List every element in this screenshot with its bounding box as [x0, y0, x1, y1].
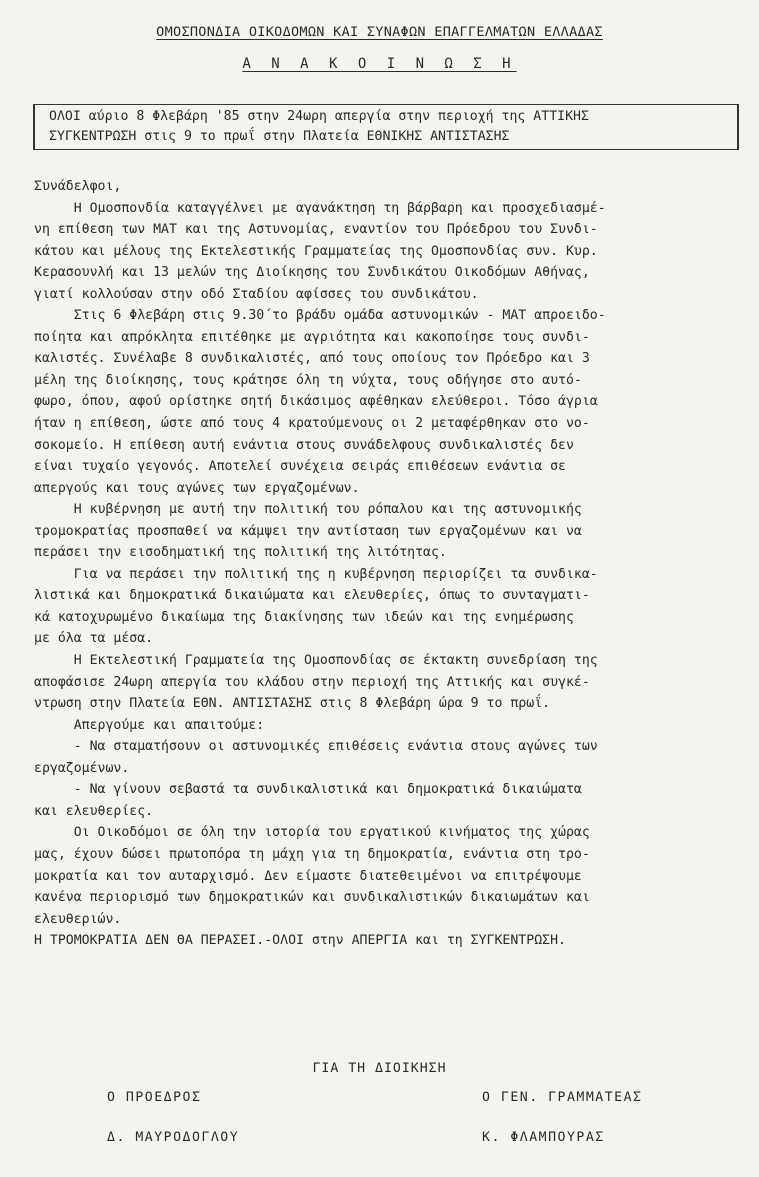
body-line: κά κατοχυρωμένο δικαίωμα της διακίνησης των ιδεών και της ενημέρωσης [34, 609, 574, 625]
body-line: τρομοκρατίας προσπαθεί να κάμψει την αντίσταση των εργαζομένων και να [34, 523, 582, 539]
body-line: ήταν η επίθεση, ώστε από τους 4 κρατούμενους οι 2 μεταφέρθηκαν στο νο- [34, 416, 590, 432]
body-line: είναι τυχαίο γεγονός. Αποτελεί συνέχεια σειράς επιθέσεων ενάντια σε [34, 459, 566, 475]
signature-heading: ΓΙΑ ΤΗ ΔΙΟΙΚΗΣΗ [312, 1061, 447, 1076]
notice-box [33, 104, 739, 150]
notice-line: ΣΥΓΚΕΝΤΡΩΣΗ στις 9 το πρωΐ στην Πλατεία ΕΘΝΙΚΗΣ ΑΝΤΙΣΤΑΣΗΣ [49, 129, 510, 144]
body-line: Η Ομοσπονδία καταγγέλνει με αγανάκτηση τη βάρβαρη και προσχεδιασμέ- [34, 200, 606, 216]
body-line: γιατί κολλούσαν στην οδό Σταδίου αφίσσες του συνδικάτου. [34, 286, 479, 302]
body-line: ελευθεριών. [34, 911, 122, 927]
announcement-body [34, 176, 740, 952]
notice-line: ΟΛΟΙ αύριο 8 Φλεβάρη '85 στην 24ωρη απεργία στην περιοχή της ΑΤΤΙΚΗΣ [49, 109, 589, 124]
body-line: καλιστές. Συνέλαβε 8 συνδικαλιστές, από τους οποίους τον Πρόεδρο και 3 [34, 351, 590, 367]
president-title: Ο ΠΡΟΕΔΡΟΣ [107, 1090, 202, 1105]
body-line: με όλα τα μέσα. [34, 631, 154, 647]
body-line: εργαζομένων. [34, 760, 130, 776]
president-name: Δ. ΜΑΥΡΟΔΟΓΛΟΥ [107, 1130, 240, 1145]
body-line: Οι Οικοδόμοι σε όλη την ιστορία του εργατικού κινήματος της χώρας [34, 825, 590, 841]
document-title [0, 56, 759, 72]
body-line: σοκομείο. Η επίθεση αυτή ενάντια στους συνάδελφους συνδικαλιστές δεν [34, 437, 574, 453]
body-line: Η κυβέρνηση με αυτή την πολιτική του ρόπαλου και της αστυνομικής [34, 502, 582, 518]
body-line: μας, έχουν δώσει πρωτοπόρα τη μάχη για τη δημοκρατία, ενάντια στη τρο- [34, 846, 590, 862]
body-line: νη επίθεση των ΜΑΤ και της Αστυνομίας, εναντίον του Πρόεδρου του Συνδι- [34, 222, 598, 238]
body-line: Συνάδελφοι, [34, 179, 122, 194]
body-line: Κερασουνλή και 13 μελών της Διοίκησης του Συνδικάτου Οικοδόμων Αθήνας, [34, 265, 590, 281]
body-line: φωρο, όπου, αφού ορίστηκε σητή δικάσιμος αφέθηκαν ελεύθεροι. Τόσο άγρια [34, 394, 598, 410]
body-line: Η Εκτελεστική Γραμματεία της Ομοσπονδίας σε έκτακτη συνεδρίαση της [34, 653, 598, 669]
body-line: κανένα περιορισμό των δημοκρατικών και συνδικαλιστικών δικαιωμάτων και [34, 890, 590, 906]
body-line: ποίητα και απρόκλητα επιτέθηκε με αγριότητα και κακοποίησε τους συνδι- [34, 329, 590, 345]
secretary-name: Κ. ΦΛΑΜΠΟΥΡΑΣ [482, 1130, 605, 1145]
secretary-title: Ο ΓΕΝ. ΓΡΑΜΜΑΤΕΑΣ [482, 1090, 643, 1105]
body-line: μοκρατία και τον αυταρχισμό. Δεν είμαστε διατεθειμένοι να επιτρέψουμε [34, 868, 582, 884]
body-line: Η ΤΡΟΜΟΚΡΑΤΙΑ ΔΕΝ ΘΑ ΠΕΡΑΣΕΙ.-ΟΛΟΙ στην ΑΠΕΡΓΙΑ και τη ΣΥΓΚΕΝΤΡΩΣΗ. [34, 933, 566, 949]
organization-header [0, 24, 759, 40]
body-line: λιστικά και δημοκρατικά δικαιώματα και ελευθερίες, όπως το συνταγματι- [34, 588, 590, 604]
body-line: περάσει την εισοδηματική της πολιτική της λιτότητας. [34, 545, 447, 561]
body-line: Για να περάσει την πολιτική της η κυβέρνηση περιορίζει τα συνδικα- [34, 566, 598, 582]
body-line: - Να σταματήσουν οι αστυνομικές επιθέσεις ενάντια στους αγώνες των [34, 739, 598, 755]
body-line: κάτου και μέλους της Εκτελεστικής Γραμματείας της Ομοσπονδίας συν. Κυρ. [34, 243, 598, 259]
body-line: ντρωση στην Πλατεία ΕΘΝ. ΑΝΤΙΣΤΑΣΗΣ στις 8 Φλεβάρη ώρα 9 το πρωΐ. [34, 696, 551, 712]
body-line: αποφάσισε 24ωρη απεργία του κλάδου στην περιοχή της Αττικής και συγκέ- [34, 674, 590, 690]
body-line: Στις 6 Φλεβάρη στις 9.30΄το βράδυ ομάδα αστυνομικών - ΜΑΤ απροειδο- [34, 308, 606, 324]
body-line: απεργούς και τους αγώνες των εργαζομένων. [34, 480, 360, 496]
title-text: Α Ν Α Κ Ο Ι Ν Ω Σ Η [242, 56, 517, 72]
body-line: και ελευθερίες. [34, 803, 154, 819]
organization-name: ΟΜΟΣΠΟΝΔΙΑ ΟΙΚΟΔΟΜΩΝ ΚΑΙ ΣΥΝΑΦΩΝ ΕΠΑΓΓΕΛΜΑΤΩΝ ΕΛΛΑΔΑΣ [156, 24, 603, 40]
body-line: Απεργούμε και απαιτούμε: [34, 717, 265, 733]
body-line: μέλη της διοίκησης, τους κράτησε όλη τη νύχτα, τους οδήγησε στο αυτό- [34, 372, 582, 388]
body-line: - Να γίνουν σεβαστά τα συνδικαλιστικά και δημοκρατικά δικαιώματα [34, 782, 582, 798]
